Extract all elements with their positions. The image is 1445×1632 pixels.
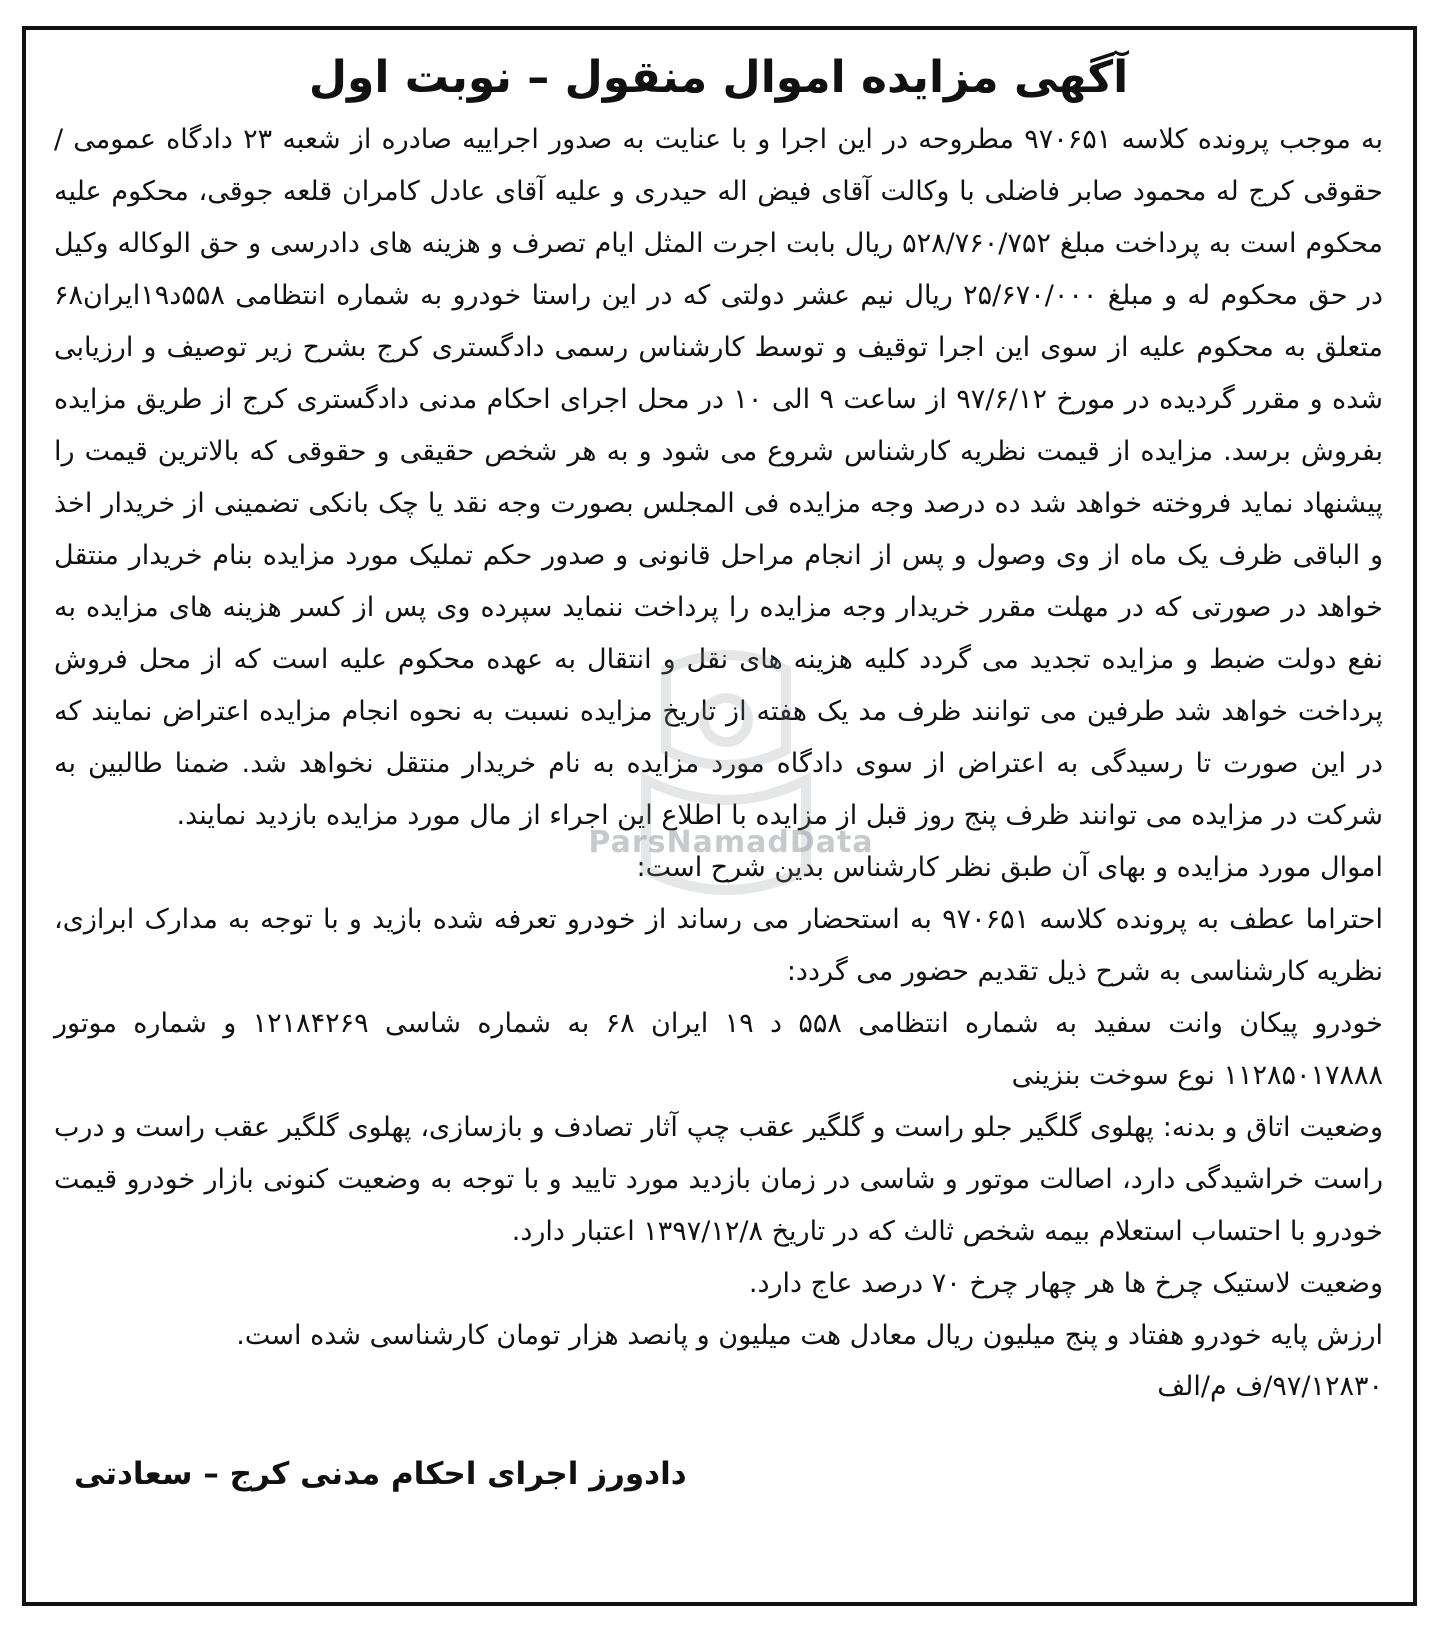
signature-block [54, 1412, 1383, 1502]
paragraph-main: به موجب پرونده کلاسه ۹۷۰۶۵۱ مطروحه در این اجرا و با عنایت به صدور اجراییه صادره از شعبه ۲۳ دادگاه عمومی /حقوقی کرج له محمود صابر فاضلی با وکالت آقای فیض اله حیدری و علیه آقای عادل کامران قلعه جوقی، محکوم علیه محکوم است به پرداخت مبلغ ۵۲۸/۷۶۰/۷۵۲ ریال بابت اجرت المثل ایام تصرف و هزینه های دادرسی و حق الوکاله وکیل در حق محکوم له و مبلغ ۲۵/۶۷۰/۰۰۰ ریال نیم عشر دولتی که در این راستا خودرو به شماره انتظامی ۵۵۸د۱۹ایران۶۸ متعلق به محکوم علیه از سوی این اجرا توقیف و توسط کارشناس رسمی دادگستری کرج بشرح زیر توصیف و ارزیابی شده و مقرر گردیده در مورخ ۹۷/۶/۱۲ از ساعت ۹ الی ۱۰ در محل اجرای احکام مدنی دادگستری کرج از طریق مزایده بفروش برسد. مزایده از قیمت نظریه کارشناس شروع می شود و به هر شخص حقیقی و حقوقی که بالاترین قیمت را پیشنهاد نماید فروخته خواهد شد ده درصد وجه مزایده فی المجلس بصورت وجه نقد یا چک بانکی تضمینی از خریدار اخذ و الباقی ظرف یک ماه از وی وصول و پس از انجام مراحل قانونی و صدور حکم تملیک مورد مزایده بنام خریدار منتقل خواهد در صورتی که در مهلت مقرر خریدار وجه مزایده را پرداخت ننماید سپرده وی پس از کسر هزینه های مزایده به نفع دولت ضبط و مزایده تجدید می گردد کلیه هزینه های نقل و انتقال به عهده محکوم علیه است که از محل فروش پرداخت خواهد شد طرفین می توانند ظرف مد یک هفته از تاریخ مزایده نسبت به نحوه انجام مزایده اعتراض نمایند که در این صورت تا رسیدگی به اعتراض از سوی دادگاه مورد مزایده به نام خریدار منتقل نخواهد شد. ضمنا طالبین به شرکت در مزایده می توانند ظرف پنج روز قبل از مزایده با اطلاع این اجراء از مال مورد مزایده بازدید نمایند. [54, 124, 1384, 831]
notice-body [54, 114, 1383, 1412]
paragraph-condition: وضعیت اتاق و بدنه: پهلوی گلگیر جلو راست و گلگیر عقب چپ آثار تصادف و بازسازی، پهلوی گلگیر عقب راست و درب راست خراشیدگی دارد، اصالت موتور و شاسی در زمان بازدید مورد تایید و با توجه به وضعیت کنونی بازار خودرو قیمت خودرو با احتساب استعلام بیمه شخص ثالث که در تاریخ ۱۳۹۷/۱۲/۸ اعتبار دارد. [54, 1112, 1383, 1247]
paragraph-tires: وضعیت لاستیک چرخ ها هر چهار چرخ ۷۰ درصد عاج دارد. [748, 1268, 1383, 1299]
notice-title: آگهی مزایده اموال منقول – نوبت اول [308, 52, 1129, 103]
notice-content [54, 38, 1383, 1594]
paragraph-value: ارزش پایه خودرو هفتاد و پنج میلیون ریال معادل هت میلیون و پانصد هزار تومان کارشناسی شده است. [236, 1320, 1383, 1351]
paragraph-vehicle: خودرو پیکان وانت سفید به شماره انتظامی ۵۵۸ د ۱۹ ایران ۶۸ به شماره شاسی ۱۲۱۸۴۲۶۹ و شماره موتور ۱۱۲۸۵۰۱۷۸۸۸ نوع سوخت بنزینی [54, 1008, 1383, 1091]
paragraph-items-intro: اموال مورد مزایده و بهای آن طبق نظر کارشناس بدین شرح است: [636, 852, 1383, 883]
reference-number: ۹۷/۱۲۸۳۰/ف م/الف [1157, 1371, 1383, 1402]
signature: دادورز اجرای احکام مدنی کرج – سعادتی [74, 1456, 687, 1492]
watermark-brand: ParsNamadData [588, 825, 874, 860]
paragraph-expert: احتراما عطف به پرونده کلاسه ۹۷۰۶۵۱ به استحضار می رساند از خودرو تعرفه شده بازید و با توجه به مدارک ابرازی، نظریه کارشناسی به شرح ذیل تقدیم حضور می گردد: [54, 904, 1383, 987]
notice-frame [22, 26, 1417, 1606]
